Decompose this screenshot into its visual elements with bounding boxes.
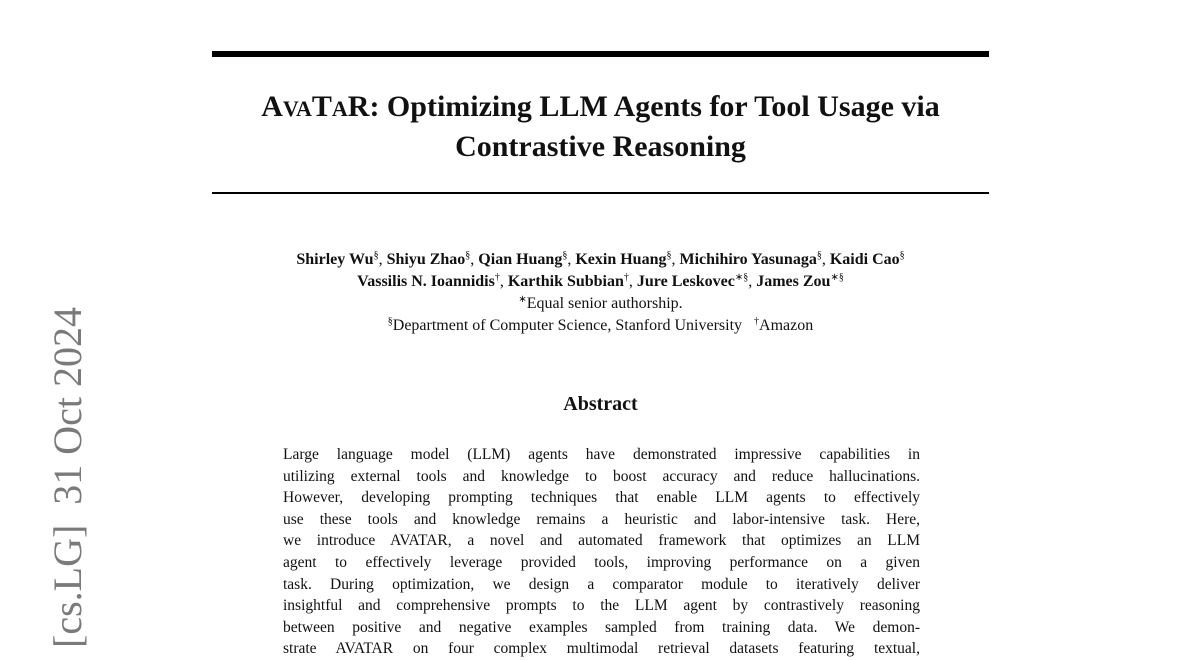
abstract-line: strate AVATAR on four complex multimodal retrieval datasets featuring textual,: [283, 640, 920, 658]
abstract-line: we introduce AVATAR, a novel and automated framework that optimizes an LLM: [283, 532, 920, 550]
author-name: Shirley Wu: [296, 251, 374, 268]
author-name: Michihiro Yasunaga: [679, 251, 817, 268]
abstract-heading: Abstract: [563, 393, 638, 415]
author-name: Karthik Subbian: [507, 273, 624, 290]
author-name: James Zou: [756, 273, 831, 290]
arxiv-identifier: [cs.LG] 31 Oct 2024: [45, 306, 90, 648]
equal-authorship-note: ∗Equal senior authorship.: [518, 294, 683, 312]
author-line-2: Vassilis N. Ioannidis†, Karthik Subbian†, Jure Leskovec∗§, James Zou∗§: [357, 272, 844, 290]
abstract-line: insightful and comprehensive prompts to the LLM agent by contrastively reasoning: [283, 597, 920, 615]
title-line-1: AVATAR: Optimizing LLM Agents for Tool Usage via: [261, 90, 940, 123]
author-name: Jure Leskovec: [636, 273, 735, 290]
paper-title: [212, 88, 989, 166]
author-name: Vassilis N. Ioannidis: [357, 273, 495, 290]
abstract-line: However, developing prompting techniques that enable LLM agents to effectively: [283, 489, 920, 507]
author-line-1: Shirley Wu§, Shiyu Zhao§, Qian Huang§, Kexin Huang§, Michihiro Yasunaga§, Kaidi Cao§: [296, 250, 905, 268]
author-block: [212, 249, 989, 337]
author-name: Qian Huang: [478, 251, 563, 268]
abstract-line: between positive and negative examples sampled from training data. We demon-: [283, 618, 920, 636]
abstract-line: utilizing external tools and knowledge to boost accuracy and reduce hallucinations.: [283, 467, 920, 485]
abstract-body: [283, 444, 920, 660]
title-line-2: Contrastive Reasoning: [455, 130, 746, 163]
title-bottom-rule: [212, 192, 989, 194]
author-name: Shiyu Zhao: [386, 251, 466, 268]
abstract-line: agent to effectively leverage provided tools, improving performance on a given: [283, 553, 920, 571]
author-name: Kaidi Cao: [829, 251, 900, 268]
title-top-rule: [212, 51, 989, 57]
abstract-line: task. During optimization, we design a comparator module to iteratively deliver: [283, 575, 920, 593]
affiliations: §Department of Computer Science, Stanford University †Amazon: [387, 316, 814, 334]
abstract-line: use these tools and knowledge remains a heuristic and labor-intensive task. Here,: [283, 510, 920, 528]
abstract-line: Large language model (LLM) agents have demonstrated impressive capabilities in: [283, 446, 920, 463]
author-name: Kexin Huang: [575, 251, 667, 268]
